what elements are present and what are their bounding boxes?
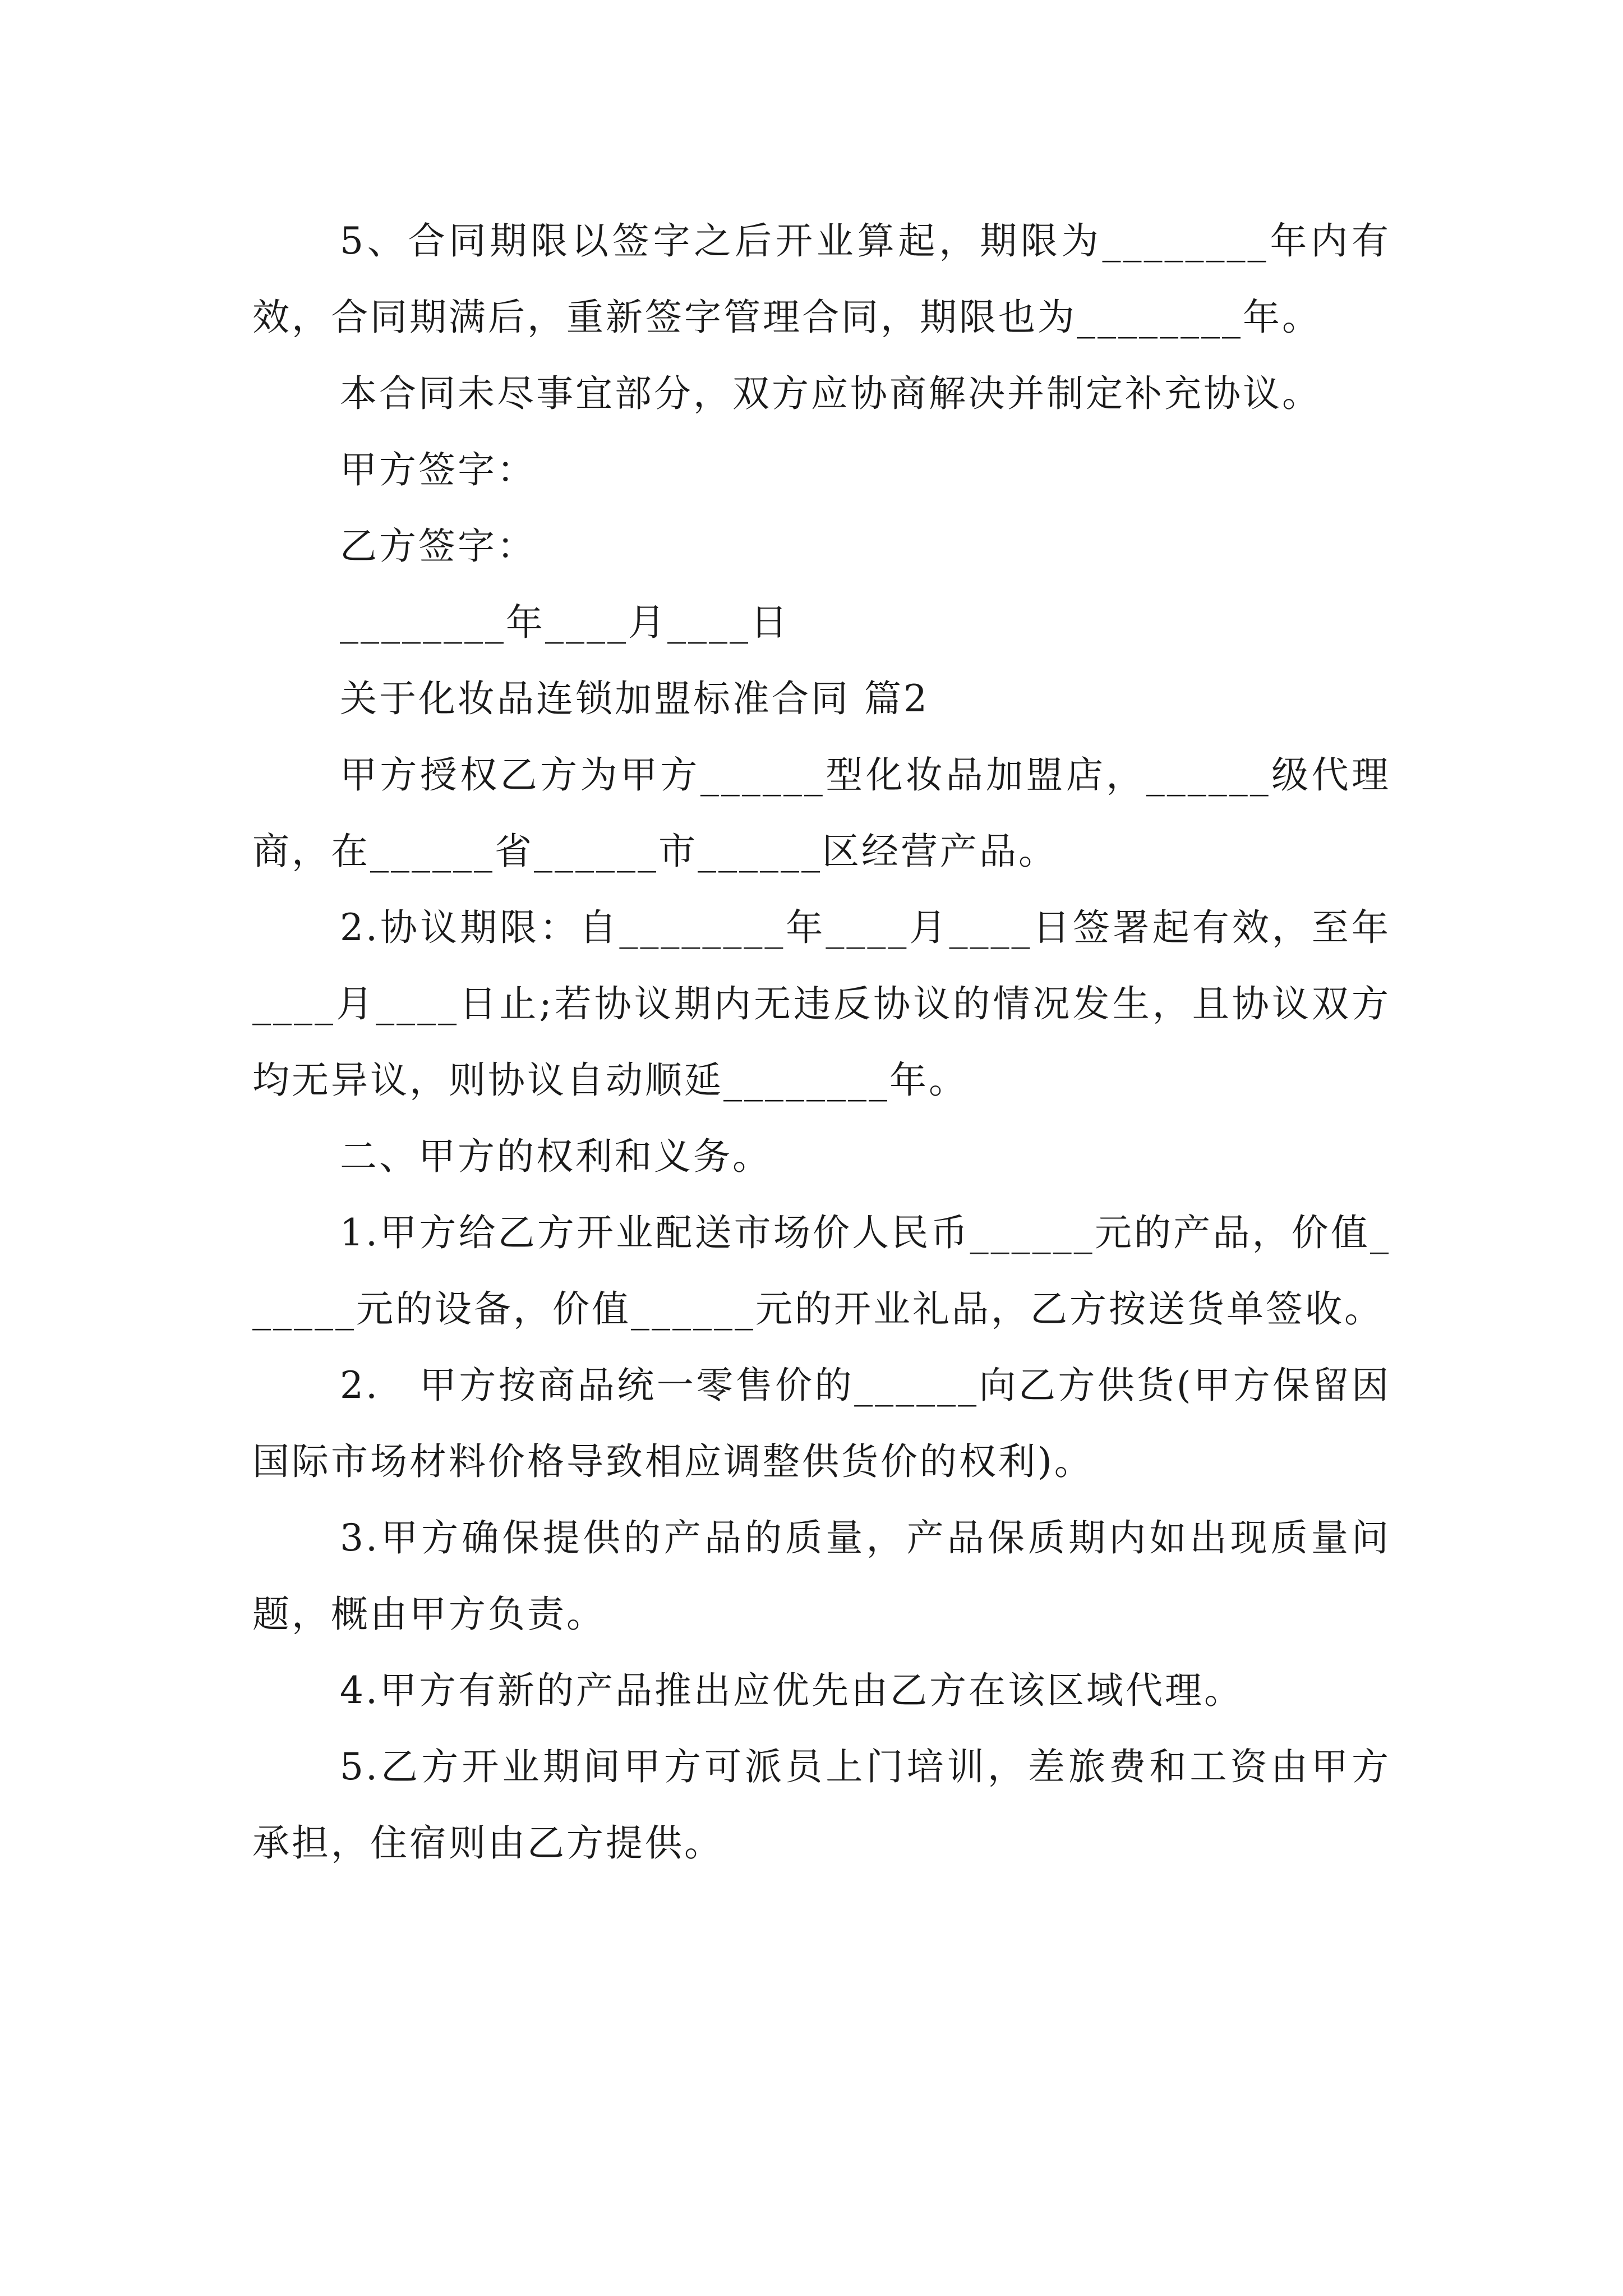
party-a-rights-heading: 二、甲方的权利和义务。 [340,1135,772,1178]
party-b-signature-line: 乙方签字： [340,524,536,568]
supply-price-clause: 2. 甲方按商品统一零售价的______向乙方供货(甲方保留因国际市场材料价格导致相应调整供货价的权利)。 [252,1364,1391,1483]
agreement-period-clause: 2.协议期限：自________年____月____日签署起有效，至年____月____日止;若协议期内无违反协议的情况发生，且协议双方均无异议，则协议自动顺延________年。 [252,906,1391,1102]
authorization-clause: 甲方授权乙方为甲方______型化妆品加盟店，______级代理商，在______省______市______区经营产品。 [252,753,1391,873]
quality-guarantee-clause: 3.甲方确保提供的产品的质量，产品保质期内如出现质量问题，概由甲方负责。 [252,1516,1391,1636]
section-title: 关于化妆品连锁加盟标准合同 篇2 [340,677,929,720]
opening-delivery-clause: 1.甲方给乙方开业配送市场价人民币______元的产品，价值______元的设备，价值______元的开业礼品，乙方按送货单签收。 [252,1211,1391,1331]
training-clause: 5.乙方开业期间甲方可派员上门培训，差旅费和工资由甲方承担，住宿则由乙方提供。 [252,1745,1391,1865]
document-body [252,203,1391,1881]
supplementary-agreement-note: 本合同未尽事宜部分，双方应协商解决并制定补充协议。 [340,372,1321,415]
signing-date-line: ________年____月____日 [340,601,790,644]
new-product-clause: 4.甲方有新的产品推出应优先由乙方在该区域代理。 [340,1669,1243,1712]
party-a-signature-line: 甲方签字： [340,448,536,491]
contract-term-clause: 5、合同期限以签字之后开业算起，期限为________年内有效，合同期满后，重新签字管理合同，期限也为________年。 [252,219,1391,339]
